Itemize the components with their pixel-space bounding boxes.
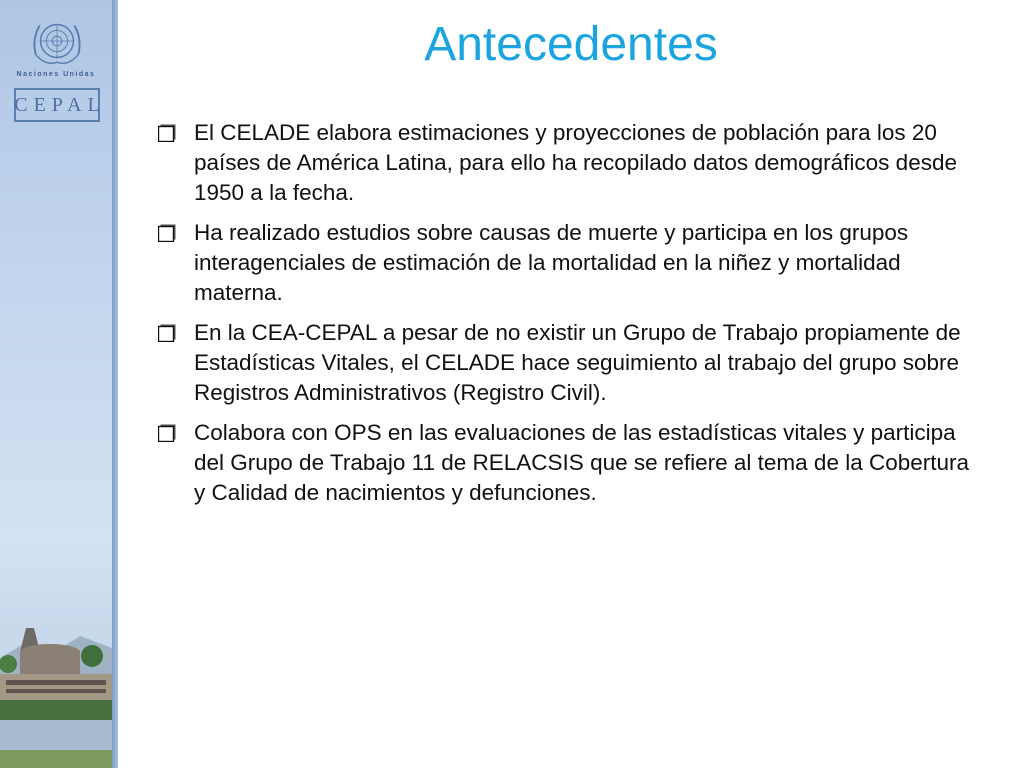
un-label: Naciones Unidas <box>16 71 96 78</box>
ballot-box-icon <box>158 324 176 342</box>
bullet-item <box>158 218 978 308</box>
bullet-text: Colabora con OPS en las evaluaciones de las estadísticas vitales y participa del Grupo de Trabajo 11 de RELACSIS que se refiere al tema de la Cobertura y Calidad de nacimientos y defunciones. <box>194 420 970 505</box>
bullet-text: El CELADE elabora estimaciones y proyecciones de población para los 20 países de América Latina, para ello ha recopilado datos demográficos desde 1950 a la fecha. <box>194 120 957 205</box>
bullet-item <box>158 118 978 208</box>
bullet-item <box>158 318 978 408</box>
bullet-text: En la CEA-CEPAL a pesar de no existir un Grupo de Trabajo propiamente de Estadísticas Vitales, el CELADE hace seguimiento al trabajo del grupo sobre Registros Administrativos (Registro Civil). <box>194 320 961 405</box>
ballot-box-icon <box>158 224 176 242</box>
ballot-box-icon <box>158 424 176 442</box>
cepal-logo-text: CEPAL <box>14 93 106 116</box>
bullet-list <box>158 118 978 518</box>
cepal-logo <box>14 88 106 122</box>
slide-title: Antecedentes <box>424 18 718 71</box>
sidebar <box>0 0 112 768</box>
ballot-box-icon <box>158 124 176 142</box>
building-photo <box>0 618 112 768</box>
sidebar-edge <box>112 0 118 768</box>
bullet-text: Ha realizado estudios sobre causas de muerte y participa en los grupos interagenciales de estimación de la mortalidad en la niñez y mortalidad materna. <box>194 220 909 305</box>
bullet-item <box>158 418 978 508</box>
un-emblem-icon <box>28 12 86 70</box>
